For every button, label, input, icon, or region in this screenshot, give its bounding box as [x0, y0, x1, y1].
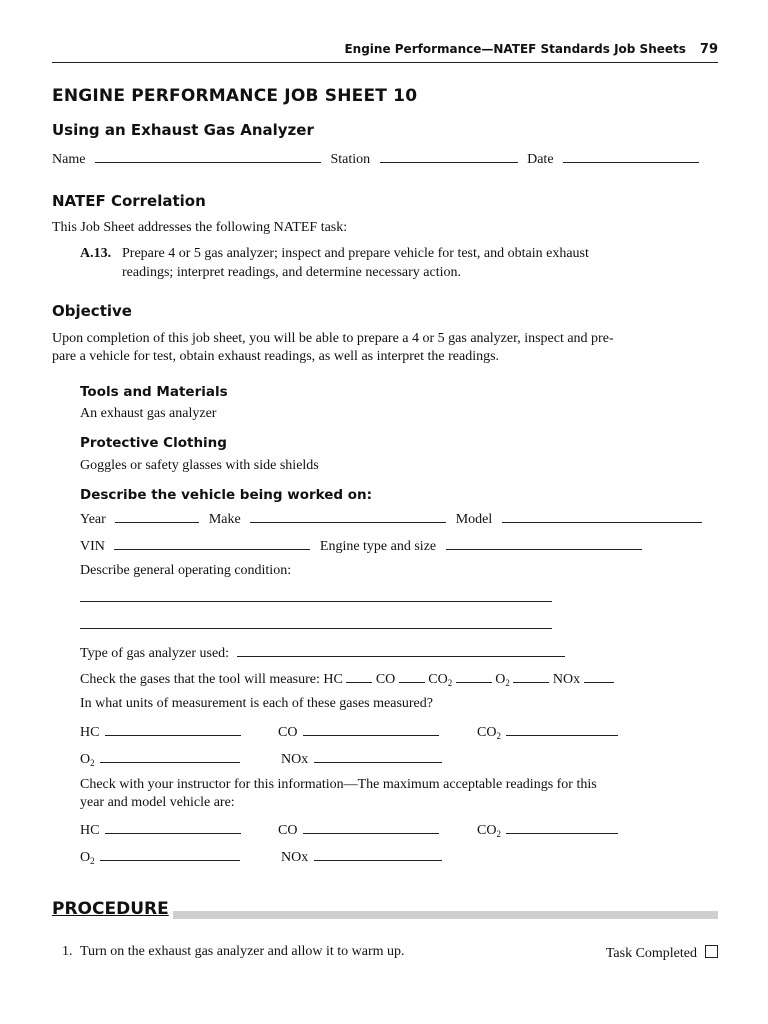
check-hc-field[interactable] — [346, 669, 372, 683]
check-gases-row — [80, 669, 614, 689]
units-hc: HC — [80, 722, 241, 742]
analyzer-type-row — [80, 643, 565, 663]
units-hc-field[interactable] — [105, 722, 241, 736]
page-number: 79 — [699, 42, 718, 57]
objective-line2: pare a vehicle for test, obtain exhaust readings, as well as interpret the readings. — [52, 349, 500, 364]
objective-line1: Upon completion of this job sheet, you will be able to prepare a 4 or 5 gas analyzer, inspect and pre- — [52, 331, 614, 346]
engine-label: Engine type and size — [319, 539, 437, 554]
condition-label: Describe general operating condition: — [80, 563, 292, 578]
units-nox: NOx — [281, 749, 442, 769]
natef-task-line1: Prepare 4 or 5 gas analyzer; inspect and prepare vehicle for test, and obtain exhaust — [122, 246, 589, 261]
clothing-heading: Protective Clothing — [80, 435, 227, 451]
check-nox-label: NOx — [552, 672, 581, 687]
max-nox: NOx — [281, 847, 442, 867]
units-co2-field[interactable] — [506, 722, 618, 736]
units-co2: $CO_2$ — [477, 722, 618, 742]
name-label: Name — [52, 152, 86, 167]
natef-task-line2: readings; interpret readings, and determine necessary action. — [122, 265, 461, 280]
check-nox-field[interactable] — [584, 669, 614, 683]
year-field[interactable] — [115, 509, 199, 523]
natef-heading: NATEF Correlation — [52, 192, 206, 210]
station-label: Station — [330, 152, 371, 167]
date-field[interactable] — [563, 149, 699, 163]
running-header — [52, 42, 718, 57]
page-subtitle: Using an Exhaust Gas Analyzer — [52, 121, 314, 139]
max-co2-field[interactable] — [506, 820, 618, 834]
step-1 — [62, 943, 405, 961]
make-label: Make — [208, 512, 241, 527]
station-field[interactable] — [380, 149, 518, 163]
max-co-field[interactable] — [303, 820, 439, 834]
header-rule — [52, 62, 718, 63]
analyzer-type-field[interactable] — [237, 643, 565, 657]
date-label: Date — [527, 152, 554, 167]
check-hc-label: HC — [323, 672, 343, 687]
tools-text: An exhaust gas analyzer — [80, 406, 217, 421]
max-co: CO — [278, 820, 439, 840]
procedure-heading: PROCEDURE — [52, 899, 173, 919]
max-o2-field[interactable] — [100, 847, 240, 861]
page-title: ENGINE PERFORMANCE JOB SHEET 10 — [52, 86, 418, 106]
condition-line-1[interactable] — [80, 601, 552, 602]
check-co-field[interactable] — [399, 669, 425, 683]
instructor-line2: year and model vehicle are: — [80, 795, 235, 810]
vehicle-row-2 — [80, 536, 642, 556]
tools-heading: Tools and Materials — [80, 384, 228, 400]
year-label: Year — [80, 512, 106, 527]
running-title: Engine Performance—NATEF Standards Job Sheets — [344, 42, 686, 56]
step-1-text: Turn on the exhaust gas analyzer and allow it to warm up. — [80, 944, 405, 959]
natef-task-code: A.13. — [80, 246, 112, 261]
units-co: CO — [278, 722, 439, 742]
condition-line-2[interactable] — [80, 628, 552, 629]
task-completed — [606, 945, 718, 963]
units-co-field[interactable] — [303, 722, 439, 736]
model-label: Model — [455, 512, 493, 527]
vin-field[interactable] — [114, 536, 310, 550]
info-row — [52, 149, 699, 169]
model-field[interactable] — [502, 509, 702, 523]
vin-label: VIN — [80, 539, 105, 554]
natef-intro: This Job Sheet addresses the following NATEF task: — [52, 220, 348, 235]
max-hc: HC — [80, 820, 241, 840]
task-completed-label: Task Completed — [605, 946, 697, 961]
objective-heading: Objective — [52, 302, 132, 320]
max-nox-field[interactable] — [314, 847, 442, 861]
units-o2: $O_2$ — [80, 749, 240, 769]
check-o2-field[interactable] — [513, 669, 549, 683]
check-o2-label: $O_2$ — [495, 672, 510, 688]
units-nox-field[interactable] — [314, 749, 442, 763]
job-sheet-page — [52, 0, 718, 1024]
engine-field[interactable] — [446, 536, 642, 550]
clothing-text: Goggles or safety glasses with side shields — [80, 458, 319, 473]
max-o2: $O_2$ — [80, 847, 240, 867]
make-field[interactable] — [250, 509, 446, 523]
check-gases-label: Check the gases that the tool will measure: — [80, 672, 320, 687]
check-co2-field[interactable] — [456, 669, 492, 683]
name-field[interactable] — [95, 149, 321, 163]
units-o2-field[interactable] — [100, 749, 240, 763]
task-completed-checkbox[interactable] — [705, 945, 718, 958]
step-1-number: 1. — [62, 944, 73, 959]
analyzer-type-label: Type of gas analyzer used: — [80, 646, 230, 661]
check-co2-label: $CO_2$ — [428, 672, 453, 688]
units-question: In what units of measurement is each of these gases measured? — [80, 696, 433, 711]
vehicle-heading: Describe the vehicle being worked on: — [80, 487, 373, 503]
instructor-line1: Check with your instructor for this information—The maximum acceptable readings for this — [80, 777, 597, 792]
check-co-label: CO — [375, 672, 396, 687]
max-co2: $CO_2$ — [477, 820, 618, 840]
max-hc-field[interactable] — [105, 820, 241, 834]
vehicle-row-1 — [80, 509, 702, 529]
